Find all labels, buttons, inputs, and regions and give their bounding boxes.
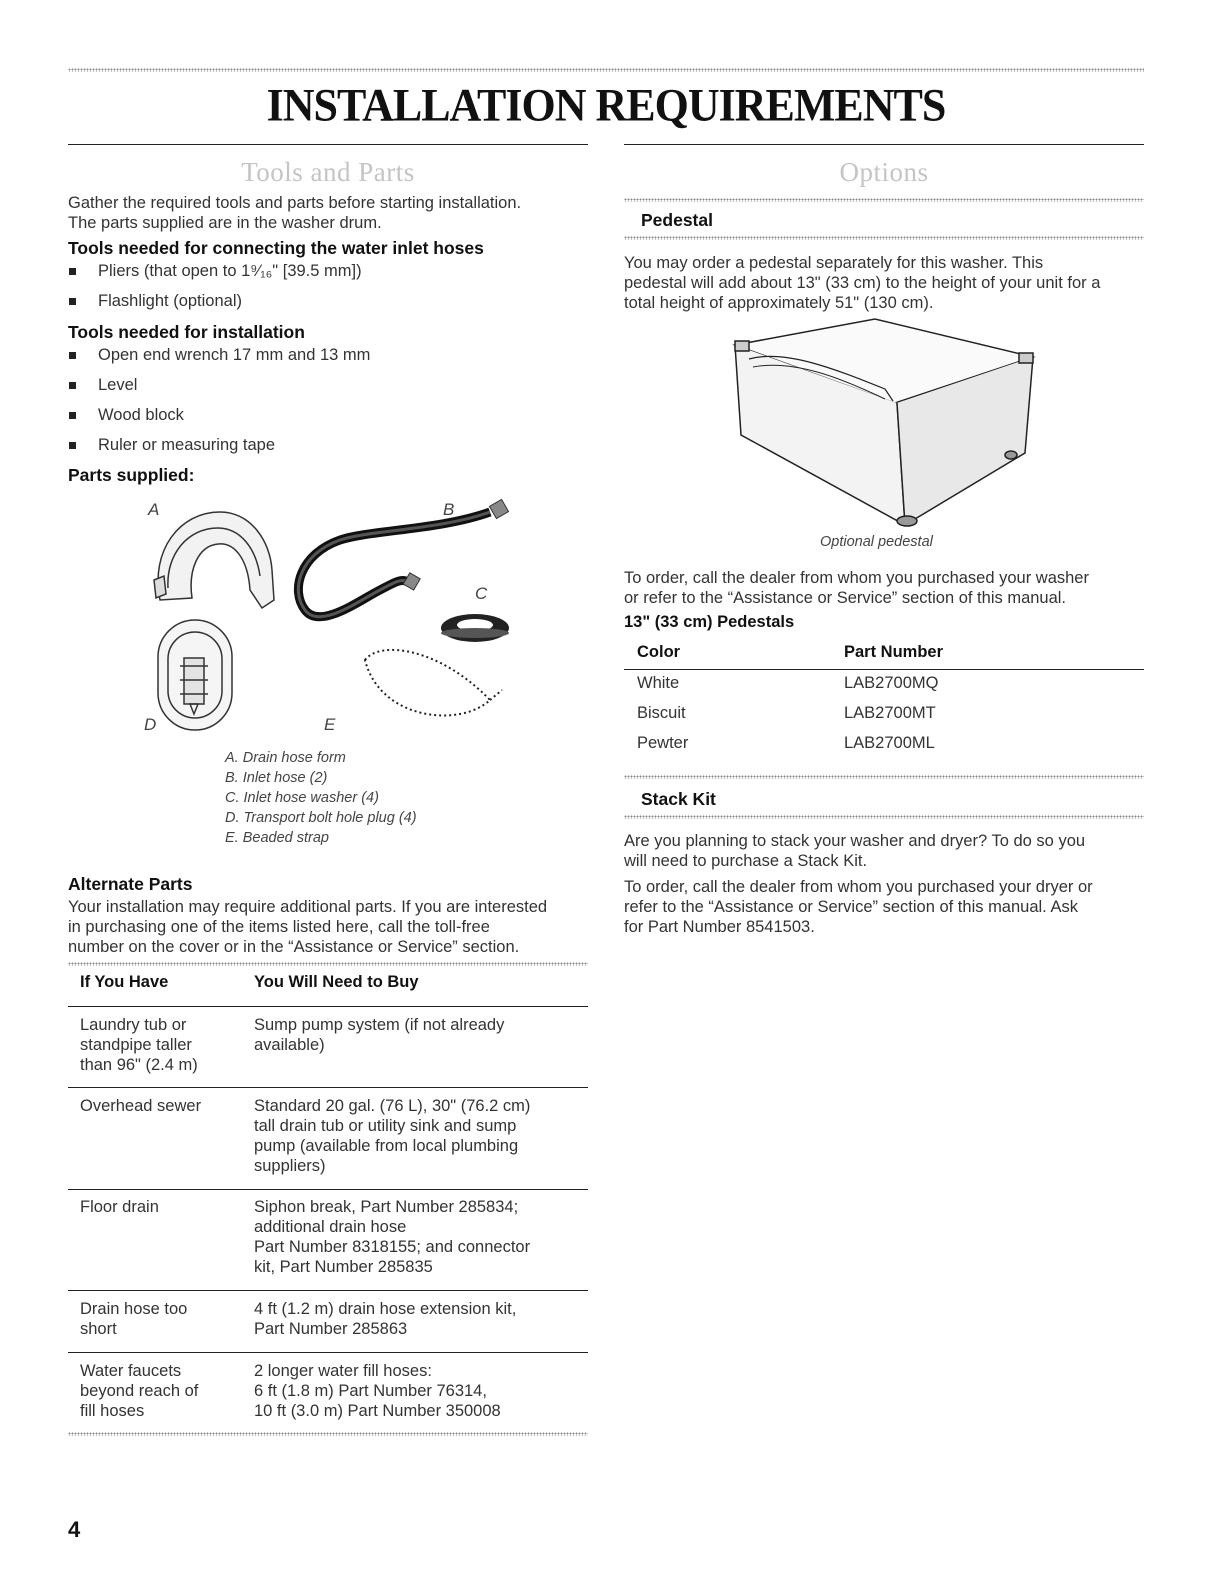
parts-illustration <box>140 490 540 740</box>
parts-caption: A. Drain hose form <box>225 750 346 766</box>
stack-kit-heading: Stack Kit <box>641 789 716 809</box>
parts-caption: E. Beaded strap <box>225 830 329 846</box>
parts-supplied-heading: Parts supplied: <box>68 465 195 485</box>
bullet-icon <box>69 382 76 389</box>
part-label-e: E <box>324 715 336 734</box>
table-row-have: Water faucets beyond reach of fill hoses <box>80 1362 199 1420</box>
pedestal-illustration <box>725 315 1045 530</box>
left-section-rule <box>68 144 588 145</box>
table-row-have: Floor drain <box>80 1198 159 1216</box>
pedestal-bottom-dots <box>624 236 1144 240</box>
tools-and-parts-title: Tools and Parts <box>241 157 415 187</box>
alternate-parts-heading: Alternate Parts <box>68 874 193 894</box>
parts-caption: D. Transport bolt hole plug (4) <box>225 810 417 826</box>
drain-hose-form-icon <box>154 512 274 608</box>
table-row-have: Drain hose too short <box>80 1300 188 1338</box>
page-number: 4 <box>68 1517 81 1542</box>
page-title: INSTALLATION REQUIREMENTS <box>266 79 946 132</box>
pedestal-text: You may order a pedestal separately for this washer. This pedestal will add about 13" (33 cm) to the height of your unit for a total height of approximately 51" (130 cm). <box>624 254 1101 312</box>
stack-text-2: To order, call the dealer from whom you purchased your dryer or refer to the “Assistance or Service” section of this manual. Ask for Part Number 8541503. <box>624 878 1093 936</box>
table-row-buy: Siphon break, Part Number 285834; additional drain hose Part Number 8318155; and connector kit, Part Number 285835 <box>254 1198 531 1276</box>
order-text: To order, call the dealer from whom you purchased your washer or refer to the “Assistance or Service” section of this manual. <box>624 569 1089 607</box>
table-rule <box>68 1087 588 1088</box>
part-label-a: A <box>148 500 160 519</box>
col-header-if-you-have: If You Have <box>80 973 169 991</box>
part-label-c: C <box>475 584 488 603</box>
pedestal-heading: Pedestal <box>641 210 713 230</box>
install-tools-heading: Tools needed for installation <box>68 322 305 342</box>
pedestal-color: Biscuit <box>637 704 686 722</box>
table-row-have: Laundry tub or standpipe taller than 96" (2.4 m) <box>80 1016 198 1074</box>
pedestal-color: White <box>637 674 680 692</box>
col-header-color: Color <box>637 643 681 661</box>
table-rule <box>68 1290 588 1291</box>
stack-text-1: Are you planning to stack your washer and dryer? To do so you will need to purchase a Stack Kit. <box>624 832 1086 870</box>
pedestal-part: LAB2700MQ <box>844 674 939 692</box>
pedestal-top-dots <box>624 198 1144 202</box>
transport-bolt-hole-plug-icon <box>158 620 232 730</box>
part-label-d: D <box>144 715 157 734</box>
bullet-icon <box>69 442 76 449</box>
tools-intro-line-1: Gather the required tools and parts before starting installation. <box>68 194 522 212</box>
tools-intro <box>68 193 588 233</box>
table-rule <box>68 1352 588 1353</box>
beaded-strap-icon <box>365 650 502 716</box>
inlet-tools-heading: Tools needed for connecting the water inlet hoses <box>68 238 484 258</box>
inlet-hose-washer-icon <box>441 614 509 642</box>
part-label-b: B <box>443 500 455 519</box>
options-title: Options <box>839 157 929 187</box>
pedestal-color: Pewter <box>637 734 689 752</box>
pedestal-part: LAB2700MT <box>844 704 936 722</box>
stack-bottom-dots <box>624 815 1144 819</box>
right-section-rule <box>624 144 1144 145</box>
table-row-buy: 4 ft (1.2 m) drain hose extension kit, Part Number 285863 <box>254 1300 517 1338</box>
col-header-need-to-buy: You Will Need to Buy <box>254 973 419 991</box>
table-top-dots <box>68 962 588 966</box>
bullet-icon <box>69 352 76 359</box>
bullet-icon <box>69 268 76 275</box>
pedestal-table-rule <box>624 669 1144 670</box>
table-rule <box>68 1189 588 1190</box>
bullet-icon <box>69 412 76 419</box>
tools-intro-line-2: The parts supplied are in the washer drum. <box>68 214 382 232</box>
stack-top-dots <box>624 775 1144 779</box>
table-row-have: Overhead sewer <box>80 1097 202 1115</box>
table-rule <box>68 1006 588 1007</box>
alternate-parts-text: Your installation may require additional parts. If you are interested in purchasing one of the items listed here, call the toll-free number on the cover or in the “Assistance or Service” section. <box>68 898 548 956</box>
table-bottom-dots <box>68 1432 588 1436</box>
top-dotted-band <box>68 68 1144 72</box>
pedestal-caption: Optional pedestal <box>820 534 933 550</box>
parts-caption: C. Inlet hose washer (4) <box>225 790 379 806</box>
table-row-buy: Standard 20 gal. (76 L), 30" (76.2 cm) tall drain tub or utility sink and sump pump (available from local plumbing suppliers) <box>254 1097 531 1175</box>
pedestals-heading: 13" (33 cm) Pedestals <box>624 613 795 631</box>
parts-caption: B. Inlet hose (2) <box>225 770 328 786</box>
table-row-buy: 2 longer water fill hoses: 6 ft (1.8 m) Part Number 76314, 10 ft (3.0 m) Part Number 350008 <box>254 1362 501 1420</box>
pedestal-part: LAB2700ML <box>844 734 935 752</box>
col-header-part-number: Part Number <box>844 643 944 661</box>
bullet-icon <box>69 298 76 305</box>
table-row-buy: Sump pump system (if not already available) <box>254 1016 505 1054</box>
